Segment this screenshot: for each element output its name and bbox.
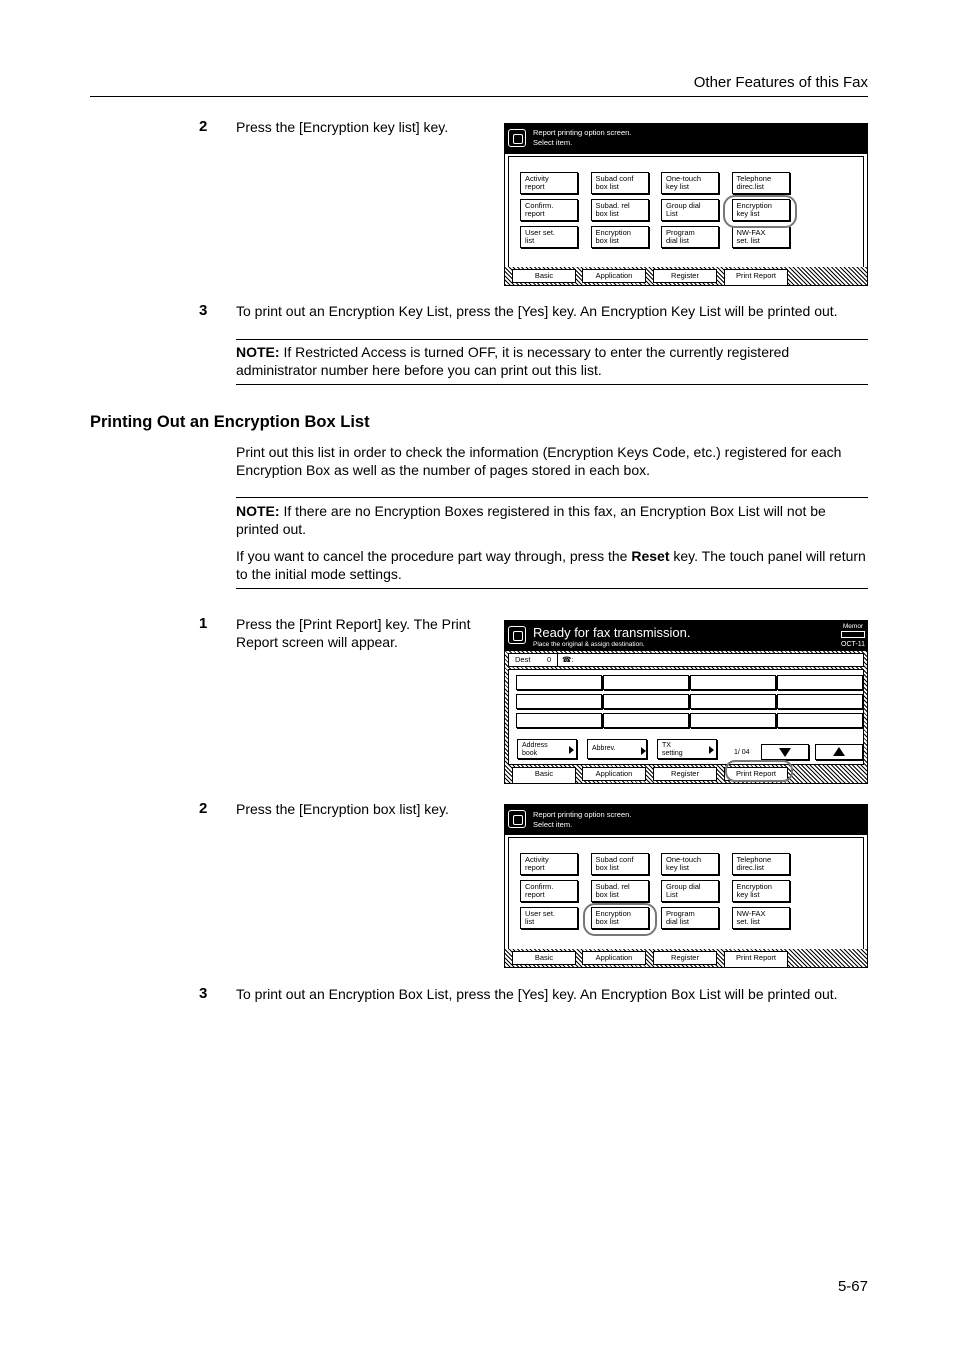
page-number: 5-67 <box>837 1278 868 1295</box>
section-intro: Print out this list in order to check the information (Encryption Keys Code, etc.) registered for each Encryption Box as well as the number of pages stored in each box. <box>236 444 842 478</box>
destination-row: Dest 0 ☎: <box>508 653 864 667</box>
destination-slot[interactable] <box>777 713 863 728</box>
encryption-box-list-button[interactable]: Encryption box list <box>591 226 649 248</box>
highlight-encryption-box-list <box>583 903 657 936</box>
destination-slot[interactable] <box>516 713 602 728</box>
arrow-down-icon <box>779 748 791 757</box>
program-dial-list-button[interactable]: Program dial list <box>661 226 719 248</box>
user-set-list-button[interactable]: User set. list <box>520 907 578 929</box>
telephone-direc-list-button[interactable]: Telephone direc.list <box>732 172 790 194</box>
telephone-direc-list-button[interactable]: Telephone direc.list <box>732 853 790 875</box>
tab-register[interactable]: Register <box>653 951 717 965</box>
program-dial-list-button[interactable]: Program dial list <box>661 907 719 929</box>
destination-slot[interactable] <box>777 675 863 690</box>
screen-line2: Select item. <box>533 820 573 829</box>
tab-print-report[interactable]: Print Report <box>724 951 788 967</box>
fax-subtitle: Place the original & assign destination. <box>533 641 645 648</box>
one-touch-key-list-button[interactable]: One-touch key list <box>661 172 719 194</box>
confirm-report-button[interactable]: Confirm. report <box>520 199 578 221</box>
page-indicator: 1/ 04 <box>734 749 750 756</box>
one-touch-key-list-button[interactable]: One-touch key list <box>661 853 719 875</box>
tab-basic[interactable]: Basic <box>512 951 576 965</box>
date-indicator: OCT-11 <box>841 641 865 648</box>
note-restricted-access: NOTE: If Restricted Access is turned OFF, it is necessary to enter the currently registered administrator number here before you can print out this list. <box>236 344 790 378</box>
group-dial-list-button[interactable]: Group dial List <box>661 880 719 902</box>
step-number: 2 <box>199 800 208 817</box>
note-rule-top <box>236 497 868 498</box>
tab-register[interactable]: Register <box>653 767 717 781</box>
subad-rel-box-list-button[interactable]: Subad. rel box list <box>591 880 649 902</box>
header-title: Other Features of this Fax <box>693 74 868 91</box>
address-book-button[interactable]: Address book <box>517 739 577 759</box>
destination-slot[interactable] <box>516 694 602 709</box>
fax-icon <box>508 626 526 644</box>
section-title: Printing Out an Encryption Box List <box>90 413 370 431</box>
destination-slot[interactable] <box>603 675 689 690</box>
subad-rel-box-list-button[interactable]: Subad. rel box list <box>591 199 649 221</box>
report-screen-key <box>504 123 868 286</box>
scroll-down-button[interactable] <box>761 744 809 760</box>
destination-slot[interactable] <box>690 694 776 709</box>
fax-ready-screen <box>504 620 868 784</box>
destination-slot[interactable] <box>777 694 863 709</box>
step-number: 2 <box>199 118 208 135</box>
step-text: Press the [Encryption box list] key. <box>236 801 449 817</box>
tab-application[interactable]: Application <box>582 269 646 283</box>
fax-title: Ready for fax transmission. <box>533 625 691 640</box>
encryption-box-list-button[interactable]: Encryption box list <box>591 907 649 929</box>
destination-slot[interactable] <box>603 694 689 709</box>
subad-conf-box-list-button[interactable]: Subad conf box list <box>591 172 649 194</box>
note-rule-bottom <box>236 588 868 589</box>
fax-icon <box>508 810 526 828</box>
note-no-boxes: NOTE: If there are no Encryption Boxes registered in this fax, an Encryption Box List will not be printed out. <box>236 503 826 537</box>
destination-slot[interactable] <box>690 713 776 728</box>
destination-slot[interactable] <box>516 675 602 690</box>
user-set-list-button[interactable]: User set. list <box>520 226 578 248</box>
note-rule-bottom <box>236 384 868 385</box>
destination-slot[interactable] <box>603 713 689 728</box>
report-screen-box <box>504 804 868 968</box>
step-number: 3 <box>199 985 208 1002</box>
arrow-up-icon <box>833 747 845 756</box>
nw-fax-set-list-button[interactable]: NW-FAX set. list <box>732 226 790 248</box>
tab-application[interactable]: Application <box>582 951 646 965</box>
memory-indicator: Memor <box>841 623 865 638</box>
destination-slot[interactable] <box>690 675 776 690</box>
confirm-report-button[interactable]: Confirm. report <box>520 880 578 902</box>
step-number: 1 <box>199 615 208 632</box>
step-text: To print out an Encryption Key List, press the [Yes] key. An Encryption Key List will be printed out. <box>236 303 838 319</box>
tab-print-report[interactable]: Print Report <box>724 767 788 781</box>
note-rule-top <box>236 339 868 340</box>
step-text: Press the [Encryption key list] key. <box>236 119 449 135</box>
step-text: Press the [Print Report] key. The Print Report screen will appear. <box>236 616 471 650</box>
highlight-encryption-key-list <box>723 195 797 228</box>
abbrev-arrow-icon <box>641 747 646 755</box>
activity-report-button[interactable]: Activity report <box>520 853 578 875</box>
group-dial-list-button[interactable]: Group dial List <box>661 199 719 221</box>
page-header <box>90 72 868 97</box>
fax-icon <box>508 129 526 147</box>
nw-fax-set-list-button[interactable]: NW-FAX set. list <box>732 907 790 929</box>
tab-application[interactable]: Application <box>582 767 646 781</box>
note-cancel: If you want to cancel the procedure part way through, press the Reset key. The touch panel will return to the initial mode settings. <box>236 548 866 582</box>
scroll-up-button[interactable] <box>815 744 863 760</box>
tab-register[interactable]: Register <box>653 269 717 283</box>
encryption-key-list-button[interactable]: Encryption key list <box>732 199 790 221</box>
tx-setting-button[interactable]: TX setting <box>657 739 717 759</box>
activity-report-button[interactable]: Activity report <box>520 172 578 194</box>
highlight-print-report <box>725 760 793 782</box>
screen-line1: Report printing option screen. <box>533 810 632 819</box>
tab-basic[interactable]: Basic <box>512 767 576 783</box>
encryption-key-list-button[interactable]: Encryption key list <box>732 880 790 902</box>
abbrev-button[interactable]: Abbrev. <box>587 739 647 759</box>
tab-basic[interactable]: Basic <box>512 269 576 283</box>
screen-line1: Report printing option screen. <box>533 128 632 137</box>
step-text: To print out an Encryption Box List, press the [Yes] key. An Encryption Box List will be printed out. <box>236 986 838 1002</box>
step-number: 3 <box>199 302 208 319</box>
screen-line2: Select item. <box>533 138 573 147</box>
subad-conf-box-list-button[interactable]: Subad conf box list <box>591 853 649 875</box>
tab-print-report[interactable]: Print Report <box>724 269 788 285</box>
